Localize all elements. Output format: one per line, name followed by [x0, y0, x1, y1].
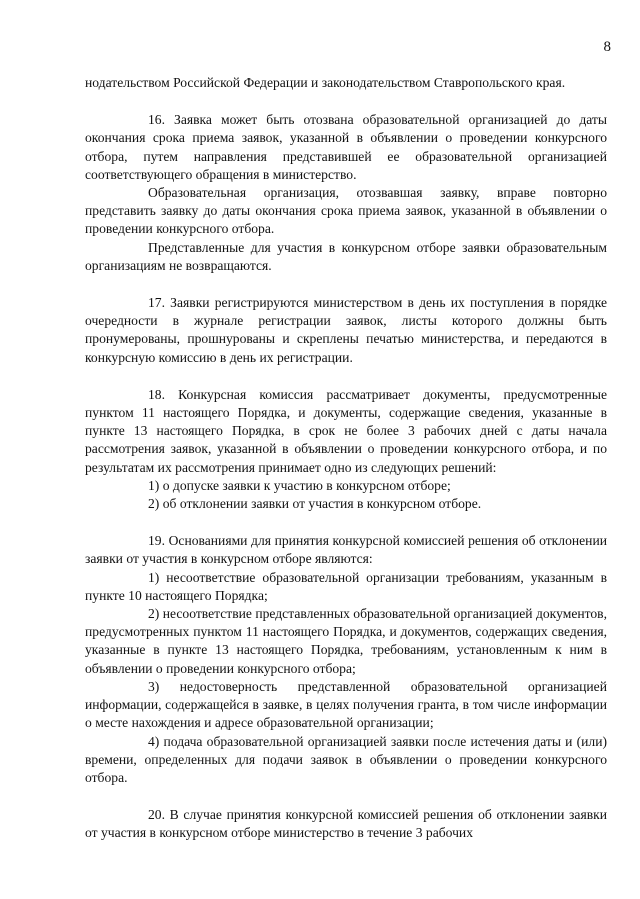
paragraph-16-not-returned: Представленные для участия в конкурсном отборе заявки образовательным организациям не возвращаются. — [85, 239, 607, 273]
paragraph-19: 19. Основаниями для принятия конкурсной комиссией решения об отклонении заявки от участия в конкурсном отборе являются: — [85, 533, 607, 567]
paragraph-19-item-2: 2) несоответствие представленных образовательной организацией документов, предусмотренных пунктом 11 настоящего Порядка, и документов, содержащих сведения, указанные в пункте 13 настоящего Порядка, требованиям, установленным к ним в объявлении о проведении конкурсного отбора; — [85, 606, 607, 676]
paragraph-19-item-1: 1) несоответствие образовательной организации требованиям, указанным в пункте 10 настоящего Порядка; — [85, 569, 607, 603]
paragraph-18-item-1: 1) о допуске заявки к участию в конкурсном отборе; — [148, 477, 451, 493]
paragraph-18-item-2: 2) об отклонении заявки от участия в конкурсном отборе. — [148, 496, 482, 512]
paragraph-16: 16. Заявка может быть отозвана образовательной организацией до даты окончания срока приема заявок, указанной в объявлении о проведении конкурсного отбора, путем направления представившей ее образовательной организацией соответствующего обращения в министерство. — [85, 112, 607, 182]
page-number: 8 — [603, 39, 611, 55]
document-body — [85, 74, 607, 843]
paragraph-16-resubmit: Образовательная организация, отозвавшая заявку, вправе повторно представить заявку до даты окончания срока приема заявок, указанной в объявлении о проведении конкурсного отбора. — [85, 185, 607, 237]
paragraph-18: 18. Конкурсная комиссия рассматривает документы, предусмотренные пунктом 11 настоящего Порядка, и документы, содержащие сведения, указанные в пункте 13 настоящего Порядка, в срок не более 3 рабочих дней с даты начала рассмотрения заявок, указанной в объявлении о проведении конкурсного отбора, и по результатам их рассмотрения принимает одно из следующих решений: — [85, 386, 607, 475]
paragraph-continuation: нодательством Российской Федерации и законодательством Ставропольского края. — [85, 75, 566, 90]
paragraph-17: 17. Заявки регистрируются министерством в день их поступления в порядке очередности в журнале регистрации заявок, листы которого должны быть пронумерованы, прошнурованы и скреплены печатью министерства, и передаются в конкурсную комиссию в день их регистрации. — [85, 295, 607, 365]
paragraph-19-item-3: 3) недостоверность представленной образовательной организацией информации, содержащейся в заявке, в целях получения гранта, в том числе информации о месте нахождения и адресе образовательной организации; — [85, 678, 607, 731]
paragraph-19-item-4: 4) подача образовательной организацией заявки после истечения даты и (или) времени, определенных для подачи заявок в объявлении о проведении конкурсного отбора. — [85, 733, 607, 785]
paragraph-20: 20. В случае принятия конкурсной комиссией решения об отклонении заявки от участия в конкурсном отборе министерство в течение 3 рабочих — [85, 807, 607, 841]
